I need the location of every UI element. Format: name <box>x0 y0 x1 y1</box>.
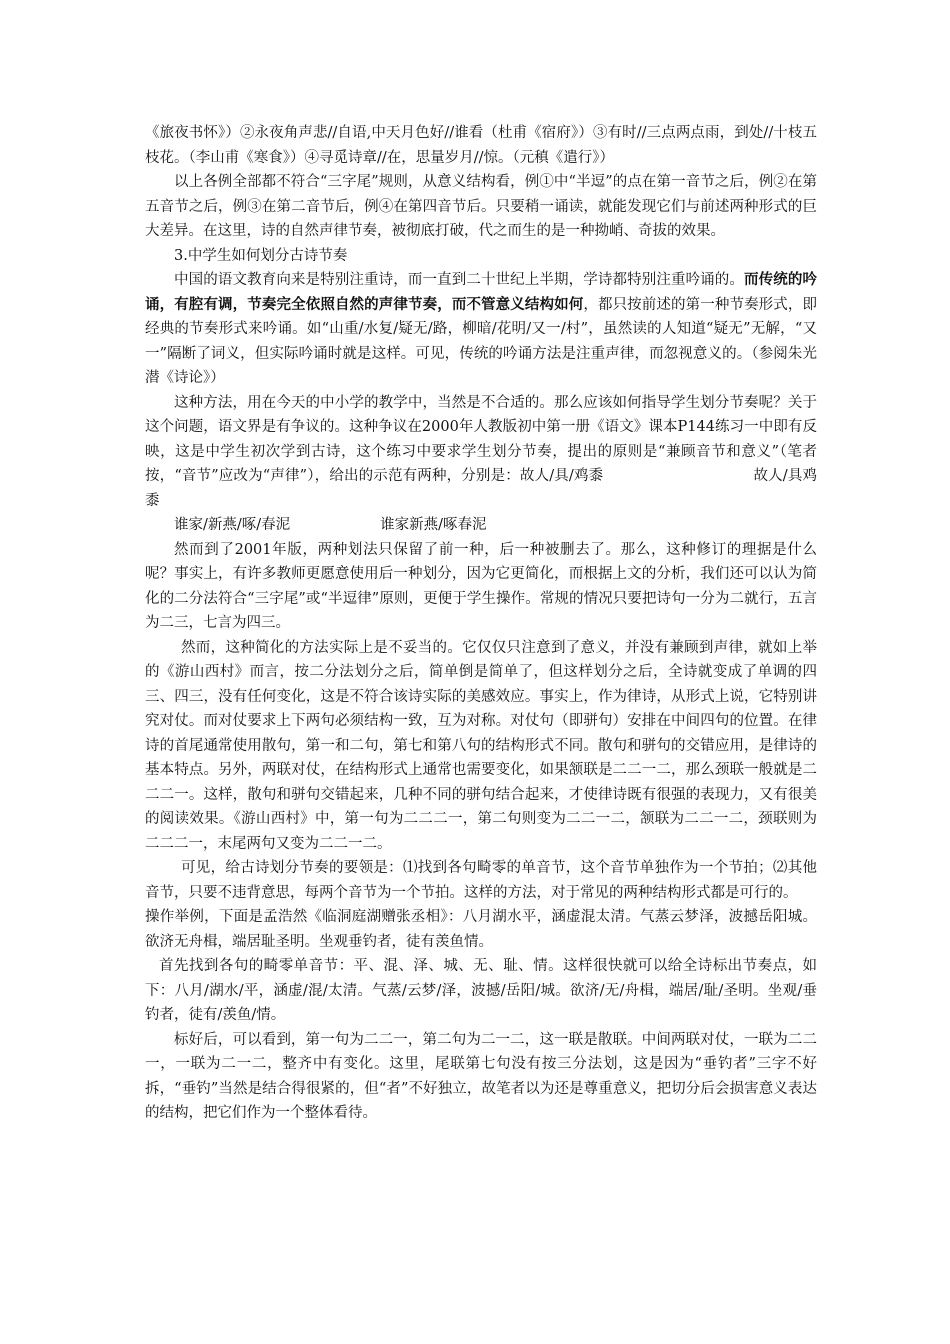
document-page <box>145 121 817 1126</box>
paragraph-examples-continued: 《旅夜书怀》）②永夜角声悲//自语,中天月色好//谁看（杜甫《宿府》）③有时//三点两点雨，到处//十枝五枝花。（李山甫《寒食》）④寻觅诗章//在，思量岁月//惊。（元稹《遣行》） <box>145 125 817 166</box>
paragraph-textbook-exercise <box>145 391 817 514</box>
paragraph-analysis: 以上各例全部都不符合“三字尾”规则，从意义结构看，例①中“半逗”的点在第一音节之后，例②在第五音节之后，例③在第二音节后，例④在第四音节后。只要稍一诵读，就能发现它们与前述两种形式的巨大差异。在这里，诗的自然声律节奏，被彻底打破，代之而生的是一种拗峭、奇拔的效果。 <box>145 174 817 239</box>
example-right-2: 谁家新燕/啄春泥 <box>380 517 487 533</box>
paragraph-2001-edition: 然而到了2001年版，两种划法只保留了前一种，后一种被删去了。那么，这种修订的理据是什么呢？事实上，有许多教师更愿意使用后一种划分，因为它更简化，而根据上文的分析，我们还可以认为简化的二分法符合“三字尾”或“半逗律”原则，更便于学生操作。常规的情况只要把诗句一分为二就行，五言为二三，七言为四三。 <box>145 541 817 631</box>
paragraph-text: 这种方法，用在今天的中小学的教学中，当然是不合适的。那么应该如何指导学生划分节奏呢？关于这个问题，语文界是有争议的。这种争议在2000年人教版初中第一册《语文》课本P144练习一中即有反映，这是中学生初次学到古诗，这个练习中要求学生划分节奏，提出的原则是“兼顾音节和意义”（笔者按，“音节”应改为“声律”），给出的示范有两种，分别是：故人/具/鸡黍 <box>145 394 817 484</box>
example-right-1: 故人/具鸡黍 <box>145 468 818 509</box>
bold-emphasis: 而传统的吟诵，有腔有调，节奏完全依照自然的声律节奏，而不管意义结构如何 <box>145 271 817 313</box>
paragraph-operation-example: 操作举例，下面是孟浩然《临洞庭湖赠张丞相》：八月湖水平，涵虚混太清。气蒸云梦泽，波撼岳阳城。欲济无舟楫，端居耻圣明。坐观垂钓者，徒有羡鱼情。 <box>145 909 817 950</box>
paragraph-conclusion: 标好后，可以看到，第一句为二二一，第二句为二一二，这一联是散联。中间两联对仗，一联为二二一，一联为二一二，整齐中有变化。这里，尾联第七句没有按三分法划，这是因为“垂钓者”三字不好拆，“垂钓”当然是结合得很紧的，但“者”不好独立，故笔者以为还是尊重意义，把切分后会损害意义表达的结构，把它们作为一个整体看待。 <box>145 1031 817 1121</box>
example-row-2 <box>145 513 817 538</box>
paragraph-key-points: 可见，给古诗划分节奏的要领是：⑴找到各句畸零的单音节，这个音节单独作为一个节拍；⑵其他音节，只要不违背意思，每两个音节为一个节拍。这样的方法，对于常见的两种结构形式都是可行的。 <box>145 860 817 901</box>
example-left-2: 谁家/新燕/啄/春泥 <box>174 517 291 533</box>
paragraph-improper-method: 然而，这种简化的方法实际上是不妥当的。它仅仅只注意到了意义，并没有兼顾到声律，就如上举的《游山西村》而言，按二分法划分之后，简单倒是简单了，但这样划分之后，全诗就变成了单调的四三、四三，没有任何变化，这是不符合该诗实际的美感效应。事实上，作为律诗，从形式上说，它特别讲究对仗。而对仗要求上下两句必须结构一致，互为对称。对仗句（即骈句）安排在中间四句的位置。在律诗的首尾通常使用散句，第一和二句，第七和第八句的结构形式不同。散句和骈句的交错应用，是律诗的基本特点。另外，两联对仗，在结构形式上通常也需要变化，如果颔联是二二一二，那么颈联一般就是二二二一。这样，散句和骈句交错起来，几种不同的骈句结合起来，才使律诗既有很强的表现力，又有很美的阅读效果。《游山西村》中，第一句为二二二一，第二句则变为二二一二，颔联为二二一二，颈联则为二二二一，末尾两句又变为二二一二。 <box>145 639 817 852</box>
paragraph-text: 中国的语文教育向来是特别注重诗，而一直到二十世纪上半期，学诗都特别注重吟诵的。 <box>174 272 745 288</box>
section-heading: 3.中学生如何划分古诗节奏 <box>174 247 348 264</box>
paragraph-traditional-recitation <box>145 268 817 391</box>
paragraph-text: ，都只按前述的第一种节奏形式，即经典的节奏形式来吟诵。如“山重/水复/疑无/路，柳暗/花明/又一/村”，虽然读的人知道“疑无”无解，“又一”隔断了词义，但实际吟诵时就是这样。可见，传统的吟诵方法是注重声律，而忽视意义的。（参阅朱光潜《诗论》） <box>145 296 818 386</box>
paragraph-marking-rhythm: 首先找到各句的畸零单音节：平、混、泽、城、无、耻、情。这样很快就可以给全诗标出节奏点，如下：八月/湖水/平，涵虚/混/太清。气蒸/云梦/泽，波撼/岳阳/城。欲济/无/舟楫，端居/耻/圣明。坐观/垂钓者，徒有/羡鱼/情。 <box>145 958 817 1023</box>
